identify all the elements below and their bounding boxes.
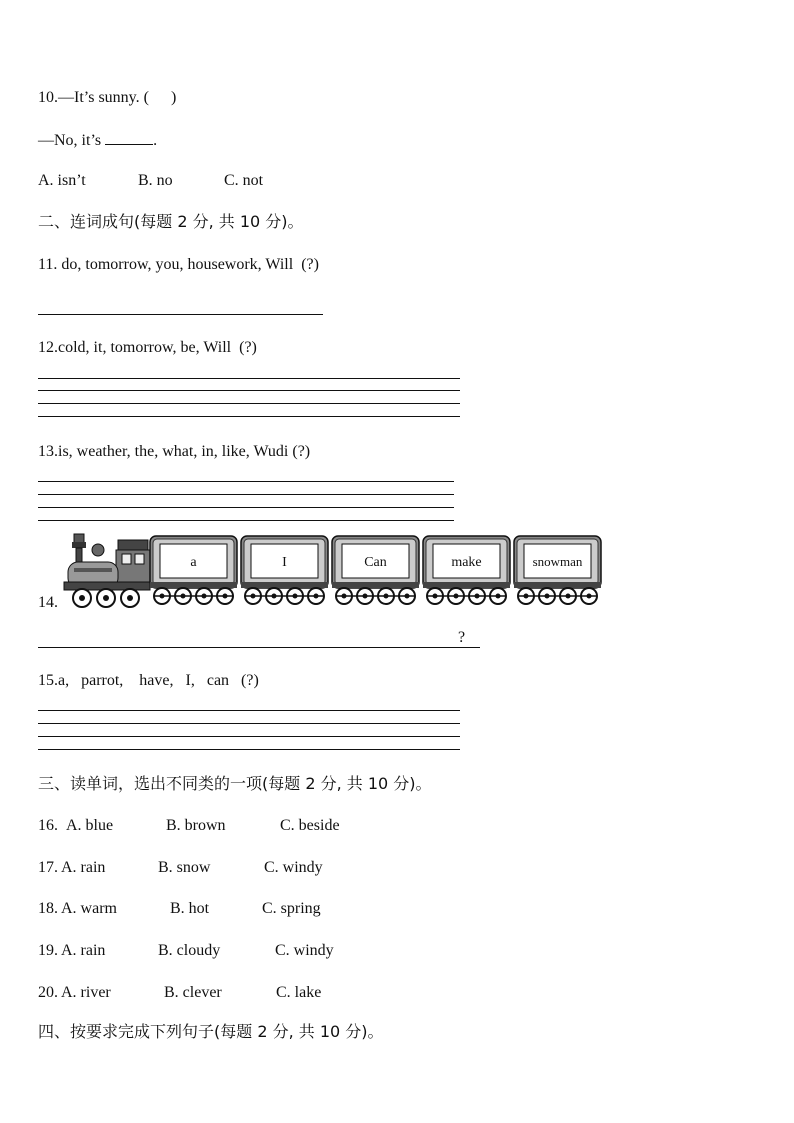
q14-question-mark: ? bbox=[458, 629, 466, 646]
q10-option-c[interactable]: C. not bbox=[224, 172, 264, 189]
q10-option-a[interactable]: A. isn’t bbox=[38, 172, 86, 189]
train-car-word: a bbox=[190, 555, 197, 570]
q17-option-a[interactable]: A. rain bbox=[61, 859, 106, 876]
q14-number: 14. bbox=[38, 594, 58, 611]
train-car-word: Can bbox=[364, 555, 387, 570]
q19-option-b[interactable]: B. cloudy bbox=[158, 942, 221, 959]
q11-text: 11. do, tomorrow, you, housework, Will (?) bbox=[38, 256, 319, 273]
train-car-word: I bbox=[282, 555, 287, 570]
q20-option-b[interactable]: B. clever bbox=[164, 984, 222, 1001]
q17-option-b[interactable]: B. snow bbox=[158, 859, 211, 876]
train-car bbox=[332, 536, 419, 604]
q10-reply-text: —No, it’s bbox=[38, 132, 106, 149]
q17-number: 17. bbox=[38, 859, 58, 876]
q19-number: 19. bbox=[38, 942, 58, 959]
q15-answer-line-4[interactable] bbox=[38, 749, 460, 750]
q18-option-a[interactable]: A. warm bbox=[61, 900, 117, 917]
train-car bbox=[514, 536, 601, 604]
q15-answer-line-3[interactable] bbox=[38, 736, 460, 737]
q13-answer-line-1[interactable] bbox=[38, 481, 454, 482]
q18-option-b[interactable]: B. hot bbox=[170, 900, 210, 917]
q19-option-a[interactable]: A. rain bbox=[61, 942, 106, 959]
q14-answer-line[interactable] bbox=[38, 647, 480, 648]
q10-option-b[interactable]: B. no bbox=[138, 172, 173, 189]
q16-option-a[interactable]: A. blue bbox=[66, 817, 114, 834]
q16-option-c[interactable]: C. beside bbox=[280, 817, 340, 834]
q15-answer-line-1[interactable] bbox=[38, 710, 460, 711]
q10-blank[interactable] bbox=[105, 130, 153, 145]
q20-option-c[interactable]: C. lake bbox=[276, 984, 322, 1001]
q15-answer-line-2[interactable] bbox=[38, 723, 460, 724]
q13-answer-line-4[interactable] bbox=[38, 520, 454, 521]
q10-reply bbox=[38, 130, 157, 151]
q20-option-a[interactable]: A. river bbox=[61, 984, 111, 1001]
q17-option-c[interactable]: C. windy bbox=[264, 859, 323, 876]
q10-reply-end: . bbox=[153, 132, 158, 149]
q18-number: 18. bbox=[38, 900, 58, 917]
q19-option-c[interactable]: C. windy bbox=[275, 942, 334, 959]
q10-stem-close: ) bbox=[170, 89, 177, 106]
q11-answer-line[interactable] bbox=[38, 314, 323, 315]
q12-answer-line-2[interactable] bbox=[38, 390, 460, 391]
q16-option-b[interactable]: B. brown bbox=[166, 817, 226, 834]
q18-option-c[interactable]: C. spring bbox=[262, 900, 321, 917]
train-car-word: make bbox=[451, 555, 482, 570]
q13-text: 13.is, weather, the, what, in, like, Wudi (?) bbox=[38, 443, 311, 460]
train-car-word: snowman bbox=[532, 554, 583, 569]
q12-text: 12.cold, it, tomorrow, be, Will (?) bbox=[38, 339, 257, 356]
q10-stem-text: 10.—It’s sunny. ( bbox=[38, 89, 149, 106]
section3-title: 三、读单词，选出不同类的一项(每题 2 分, 共 10 分)。 bbox=[38, 774, 432, 793]
locomotive-icon bbox=[64, 534, 150, 607]
train-car bbox=[241, 536, 328, 604]
section2-title: 二、连词成句(每题 2 分, 共 10 分)。 bbox=[38, 212, 304, 231]
q12-answer-line-3[interactable] bbox=[38, 403, 460, 404]
train-car bbox=[423, 536, 510, 604]
q13-answer-line-2[interactable] bbox=[38, 494, 454, 495]
train-illustration bbox=[60, 532, 605, 612]
q10-stem bbox=[38, 88, 176, 108]
q16-number: 16. bbox=[38, 817, 62, 834]
q15-text: 15.a, parrot, have, I, can (?) bbox=[38, 672, 259, 689]
q20-number: 20. bbox=[38, 984, 58, 1001]
q12-answer-line-4[interactable] bbox=[38, 416, 460, 417]
section4-title: 四、按要求完成下列句子(每题 2 分, 共 10 分)。 bbox=[38, 1022, 384, 1041]
q12-answer-line-1[interactable] bbox=[38, 378, 460, 379]
train-car bbox=[150, 536, 237, 604]
q13-answer-line-3[interactable] bbox=[38, 507, 454, 508]
